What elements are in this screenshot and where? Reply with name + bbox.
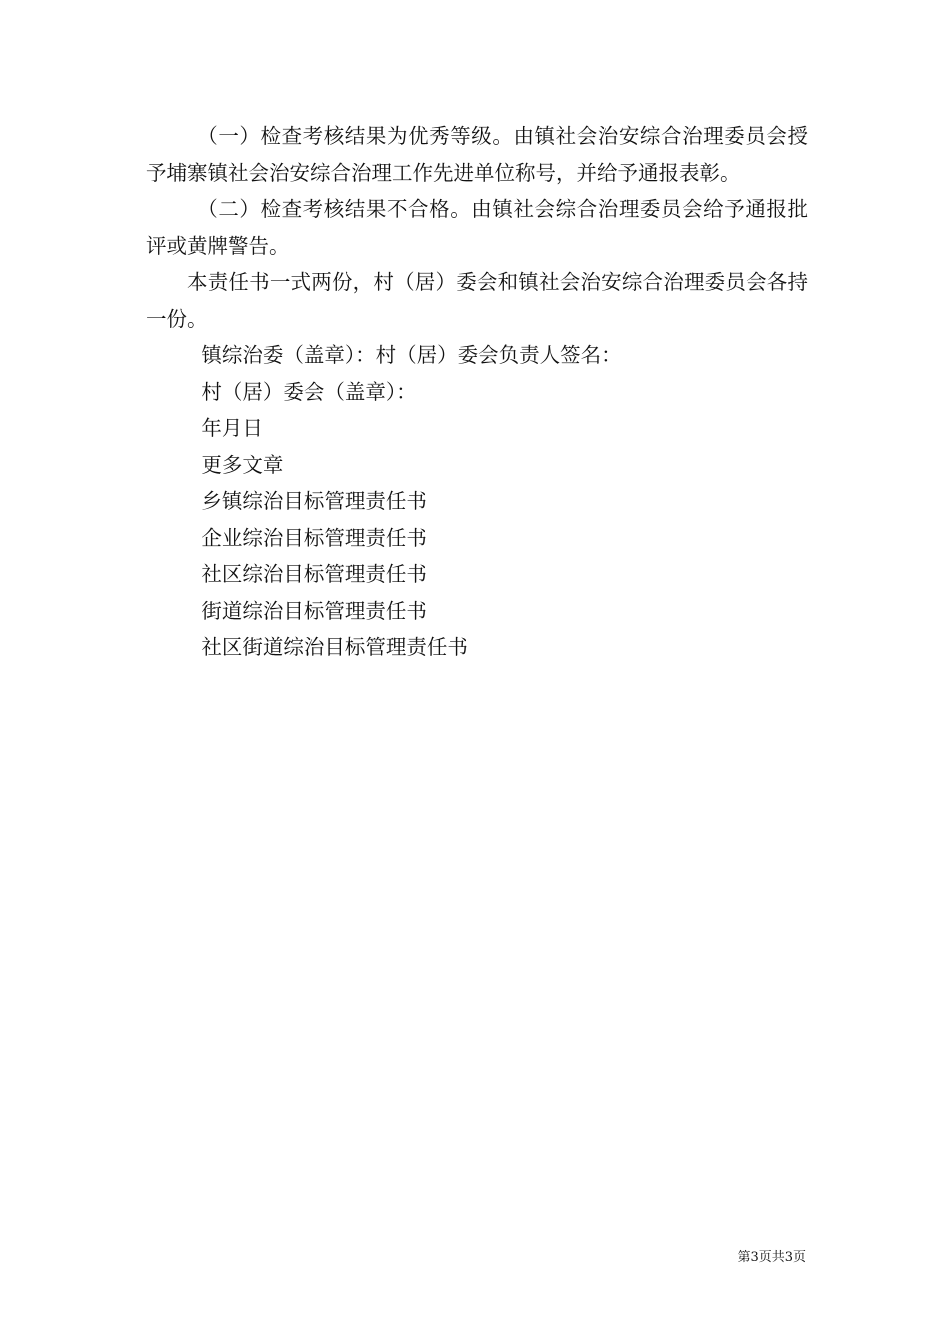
paragraph-copies: 本责任书一式两份，村（居）委会和镇社会治安综合治理委员会各持一份。 xyxy=(146,270,808,331)
more-articles-heading: 更多文章 xyxy=(201,452,284,477)
paragraph-excellent-result: （一）检查考核结果为优秀等级。由镇社会治安综合治理委员会授予埔寨镇社会治安综合治理工作先进单位称号，并给予通报表彰。 xyxy=(146,124,808,185)
date-line: 年月日 xyxy=(201,416,263,440)
related-article-link[interactable]: 社区综治目标管理责任书 xyxy=(201,562,427,586)
related-article-link[interactable]: 乡镇综治目标管理责任书 xyxy=(201,489,427,513)
signature-line: 镇综治委（盖章）：村（居）委会负责人签名： xyxy=(201,343,622,367)
related-article-link[interactable]: 企业综治目标管理责任书 xyxy=(201,525,427,550)
related-article-link[interactable]: 街道综治目标管理责任书 xyxy=(201,598,427,623)
document-body xyxy=(146,118,808,666)
related-article-link[interactable]: 社区街道综治目标管理责任书 xyxy=(201,635,468,659)
page-footer xyxy=(0,1250,806,1266)
stamp-line: 村（居）委会（盖章）： xyxy=(201,379,417,404)
page-number: 第3页共3页 xyxy=(737,1250,806,1265)
paragraph-failed-result: （二）检查考核结果不合格。由镇社会综合治理委员会给予通报批评或黄牌警告。 xyxy=(146,197,808,258)
